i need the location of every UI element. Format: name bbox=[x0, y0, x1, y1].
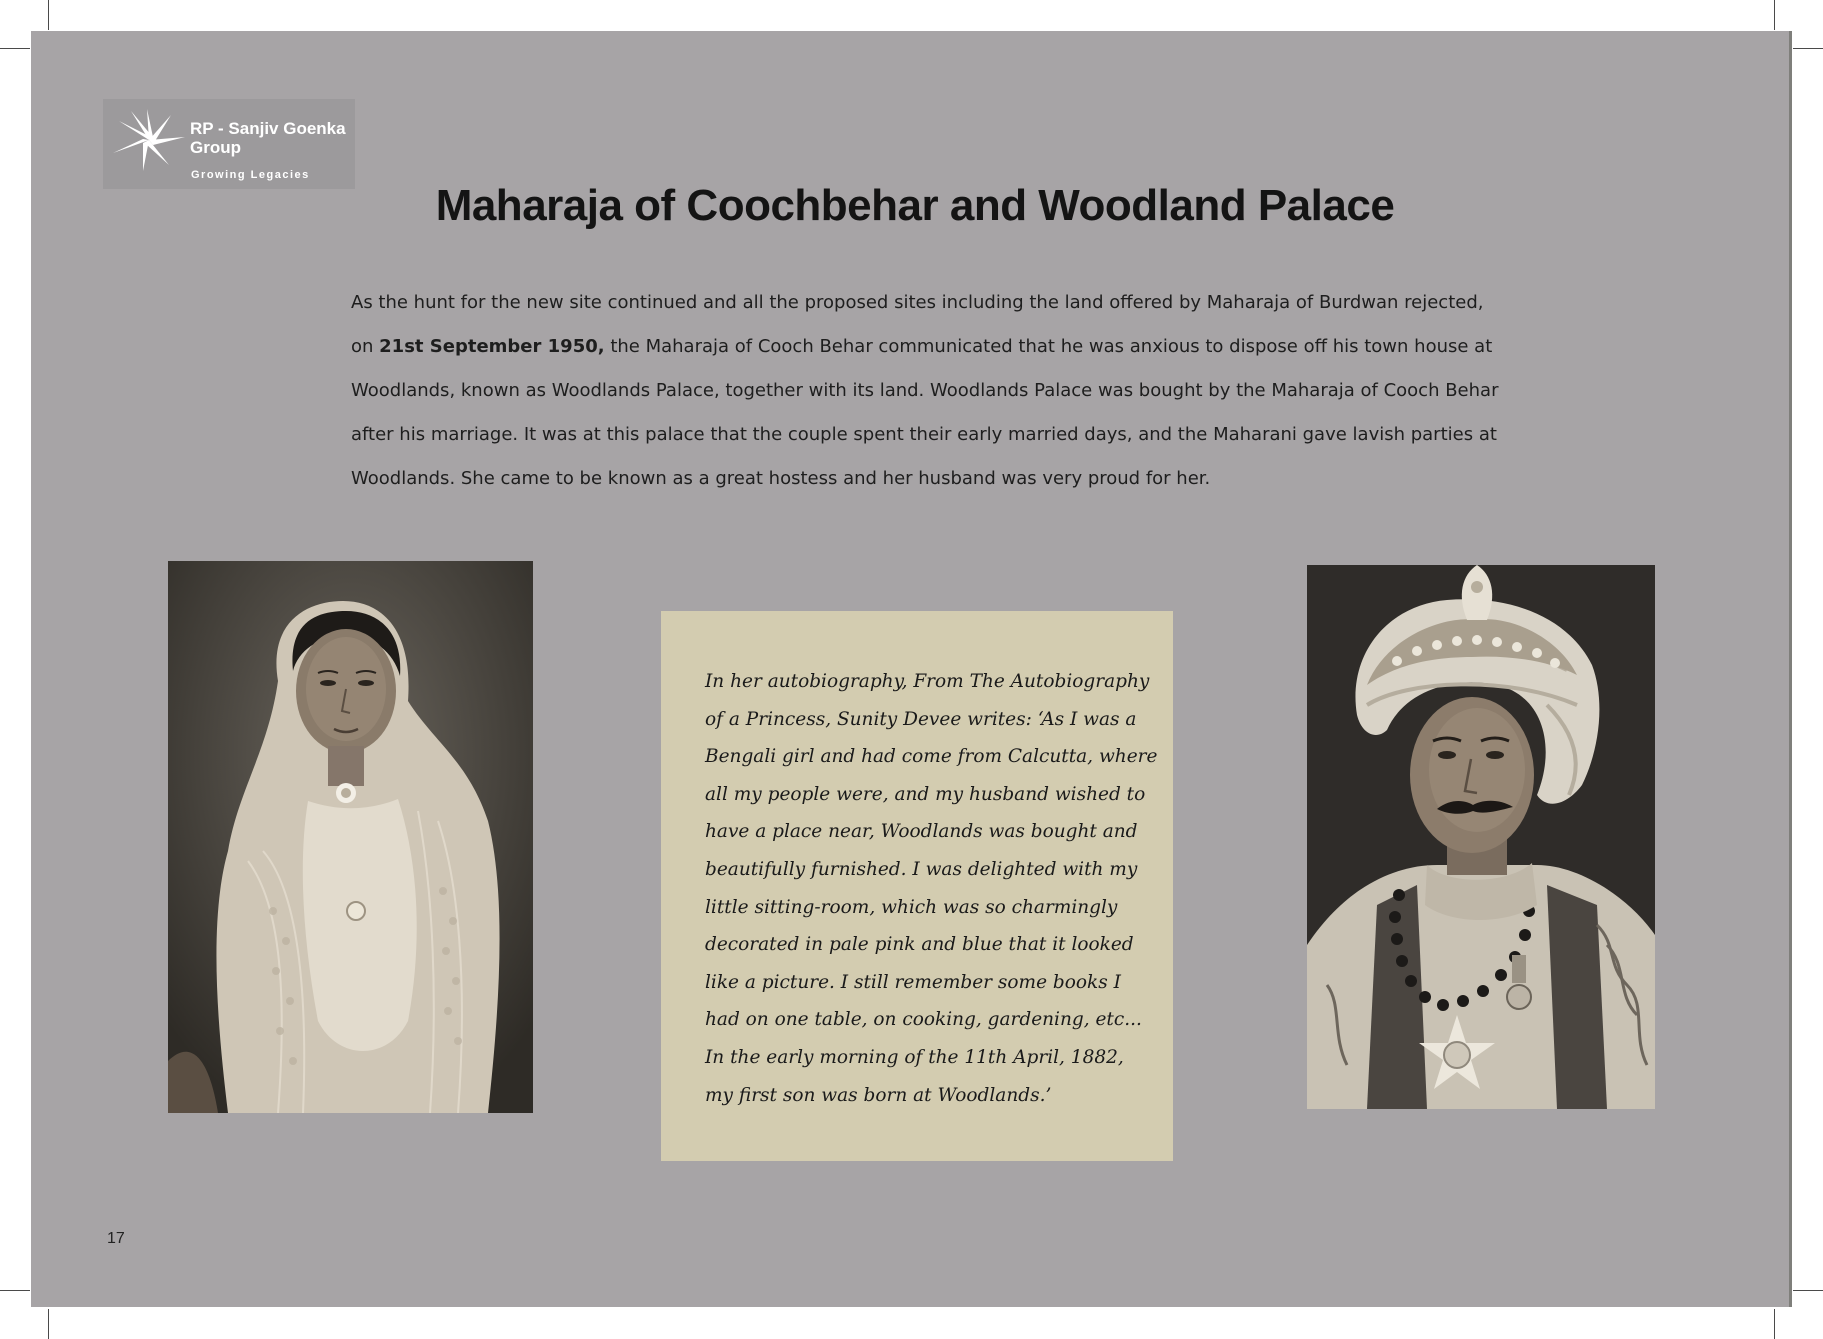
star-burst-icon bbox=[109, 107, 187, 173]
logo-company-name bbox=[190, 119, 350, 157]
highlighted-date: 21st September 1950, bbox=[379, 336, 605, 357]
logo-name-line1: RP - Sanjiv Goenka bbox=[190, 119, 346, 138]
quote-line: had on one table, on cooking, gardening, etc... bbox=[705, 1009, 1142, 1031]
intro-line: after his marriage. It was at this palace that the couple spent their early married days, and the Maharani gave lavish parties at bbox=[351, 424, 1497, 445]
intro-line-text: the Maharaja of Cooch Behar communicated that he was anxious to dispose off his town house at bbox=[604, 336, 1493, 357]
page-title: Maharaja of Coochbehar and Woodland Palace bbox=[435, 181, 1395, 230]
intro-line-text: on bbox=[351, 336, 380, 357]
company-logo bbox=[103, 99, 355, 189]
quote-box bbox=[661, 611, 1173, 1161]
autobiography-quote bbox=[705, 663, 1158, 1114]
intro-line: Woodlands. She came to be known as a great hostess and her husband was very proud for her. bbox=[351, 468, 1211, 489]
crop-mark bbox=[48, 0, 49, 30]
brochure-page bbox=[31, 31, 1789, 1307]
quote-line: like a picture. I still remember some books I bbox=[705, 971, 1121, 993]
crop-mark bbox=[0, 48, 30, 49]
crop-mark bbox=[0, 1290, 30, 1291]
portrait-illustration bbox=[168, 561, 533, 1113]
intro-line bbox=[351, 325, 1551, 369]
logo-name-line2: Group bbox=[190, 138, 241, 157]
crop-mark bbox=[1793, 1290, 1823, 1291]
quote-line: have a place near, Woodlands was bought and bbox=[705, 821, 1138, 843]
intro-paragraph bbox=[351, 281, 1551, 501]
quote-line: Bengali girl and had come from Calcutta, where bbox=[705, 746, 1158, 768]
intro-line: Woodlands, known as Woodlands Palace, together with its land. Woodlands Palace was bought by the Maharaja of Cooch Behar bbox=[351, 380, 1499, 401]
quote-line: little sitting-room, which was so charmingly bbox=[705, 896, 1118, 918]
maharaja-portrait-photo bbox=[1307, 565, 1655, 1109]
quote-line: In her autobiography, From The Autobiography bbox=[705, 671, 1150, 692]
maharani-portrait-photo bbox=[168, 561, 533, 1113]
intro-line: As the hunt for the new site continued and all the proposed sites including the land offered by Maharaja of Burdwan rejected, bbox=[351, 292, 1484, 313]
quote-line: beautifully furnished. I was delighted with my bbox=[705, 858, 1138, 880]
portrait-illustration bbox=[1307, 565, 1655, 1109]
crop-mark bbox=[1774, 0, 1775, 30]
quote-line: of a Princess, Sunity Devee writes: ‘As I was a bbox=[705, 708, 1137, 730]
quote-line: all my people were, and my husband wished to bbox=[705, 783, 1146, 805]
quote-line: In the early morning of the 11th April, 1882, bbox=[705, 1046, 1124, 1068]
crop-mark bbox=[48, 1309, 49, 1339]
page-number: 17 bbox=[107, 1230, 125, 1247]
logo-tagline: Growing Legacies bbox=[191, 169, 310, 181]
quote-line: decorated in pale pink and blue that it looked bbox=[705, 934, 1134, 956]
crop-mark bbox=[1793, 48, 1823, 49]
crop-mark bbox=[1774, 1309, 1775, 1339]
quote-line: my first son was born at Woodlands.’ bbox=[705, 1084, 1052, 1106]
